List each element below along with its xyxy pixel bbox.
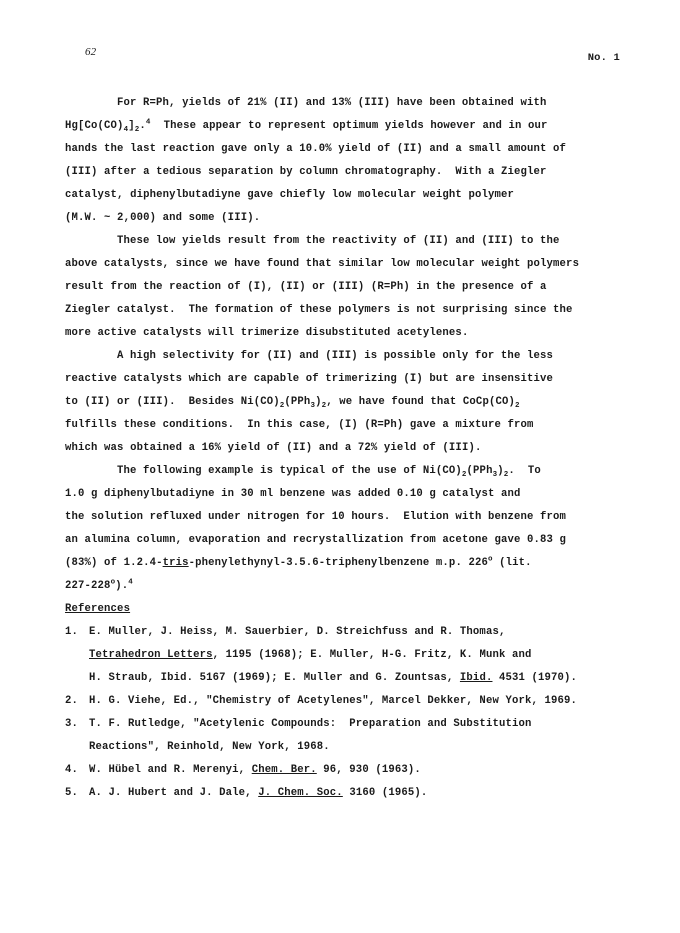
p1-line: catalyst, diphenylbutadiyne gave chiefly low molecular weight polymer xyxy=(65,189,515,201)
issue-number: No. 1 xyxy=(587,52,620,64)
p3-line: reactive catalysts which are capable of trimerizing (I) but are insensitive xyxy=(65,373,554,385)
reference-item: 3. T. F. Rutledge, "Acetylenic Compounds: Preparation and Substitution xyxy=(65,718,532,730)
p4-line: 227-228$^o$).$^4$ xyxy=(65,578,133,592)
reference-continuation: Tetrahedron Letters, 1195 (1968); E. Muller, H-G. Fritz, K. Munk and xyxy=(89,649,532,661)
p4-line: (83%) of 1.2.4-tris-phenylethynyl-3.5.6-triphenylbenzene m.p. 226$^o$ (lit. xyxy=(65,555,532,569)
p4-line: an alumina column, evaporation and recrystallization from acetone gave 0.83 g xyxy=(65,534,567,546)
references-heading: References xyxy=(65,603,131,615)
p1-line: $Hg[Co(CO)_4]_2.^4$ These appear to represent optimum yields however and in our xyxy=(65,118,548,135)
reference-item: 5. A. J. Hubert and J. Dale, J. Chem. Soc. 3160 (1965). xyxy=(65,787,428,799)
p2-line: These low yields result from the reactivity of (II) and (III) to the xyxy=(117,235,560,247)
reference-continuation: Reactions", Reinhold, New York, 1968. xyxy=(89,741,330,753)
p4-line: The following example is typical of the use of $Ni(CO)_2(PPh_3)_2$. To xyxy=(117,465,541,480)
reference-continuation: H. Straub, Ibid. 5167 (1969); E. Muller and G. Zountsas, Ibid. 4531 (1970). xyxy=(89,672,578,684)
p4-line: 1.0 g diphenylbutadiyne in 30 ml benzene was added 0.10 g catalyst and xyxy=(65,488,521,500)
p3-line: which was obtained a 16% yield of (II) and a 72% yield of (III). xyxy=(65,442,482,454)
p2-line: Ziegler catalyst. The formation of these polymers is not surprising since the xyxy=(65,304,573,316)
p3-line: to (II) or (III). Besides $Ni(CO)_2(PPh_3)_2$, we have found that $CoCp(CO)_2$ xyxy=(65,396,520,411)
p2-line: above catalysts, since we have found that similar low molecular weight polymers xyxy=(65,258,580,270)
p1-line: (M.W. ~ 2,000) and some (III). xyxy=(65,212,261,224)
p1-line: For R=Ph, yields of 21% (II) and 13% (III) have been obtained with xyxy=(117,97,547,109)
p1-line: (III) after a tedious separation by column chromatography. With a Ziegler xyxy=(65,166,547,178)
p2-line: result from the reaction of (I), (II) or (III) (R=Ph) in the presence of a xyxy=(65,281,547,293)
p2-line: more active catalysts will trimerize disubstituted acetylenes. xyxy=(65,327,469,339)
references-section xyxy=(65,597,625,805)
reference-item: 1. E. Muller, J. Heiss, M. Sauerbier, D. Streichfuss and R. Thomas, xyxy=(65,626,506,638)
p3-line: fulfills these conditions. In this case, (I) (R=Ph) gave a mixture from xyxy=(65,419,534,431)
page-number: 62 xyxy=(85,46,97,58)
p4-line: the solution refluxed under nitrogen for 10 hours. Elution with benzene from xyxy=(65,511,567,523)
tris-underlined: tris xyxy=(162,557,189,569)
reference-item: 2. H. G. Viehe, Ed., "Chemistry of Acetylenes", Marcel Dekker, New York, 1969. xyxy=(65,695,578,707)
p3-line: A high selectivity for (II) and (III) is possible only for the less xyxy=(117,350,553,362)
body-text xyxy=(65,92,615,598)
reference-item: 4. W. Hübel and R. Merenyi, Chem. Ber. 96, 930 (1963). xyxy=(65,764,421,776)
p1-line: hands the last reaction gave only a 10.0% yield of (II) and a small amount of xyxy=(65,143,567,155)
